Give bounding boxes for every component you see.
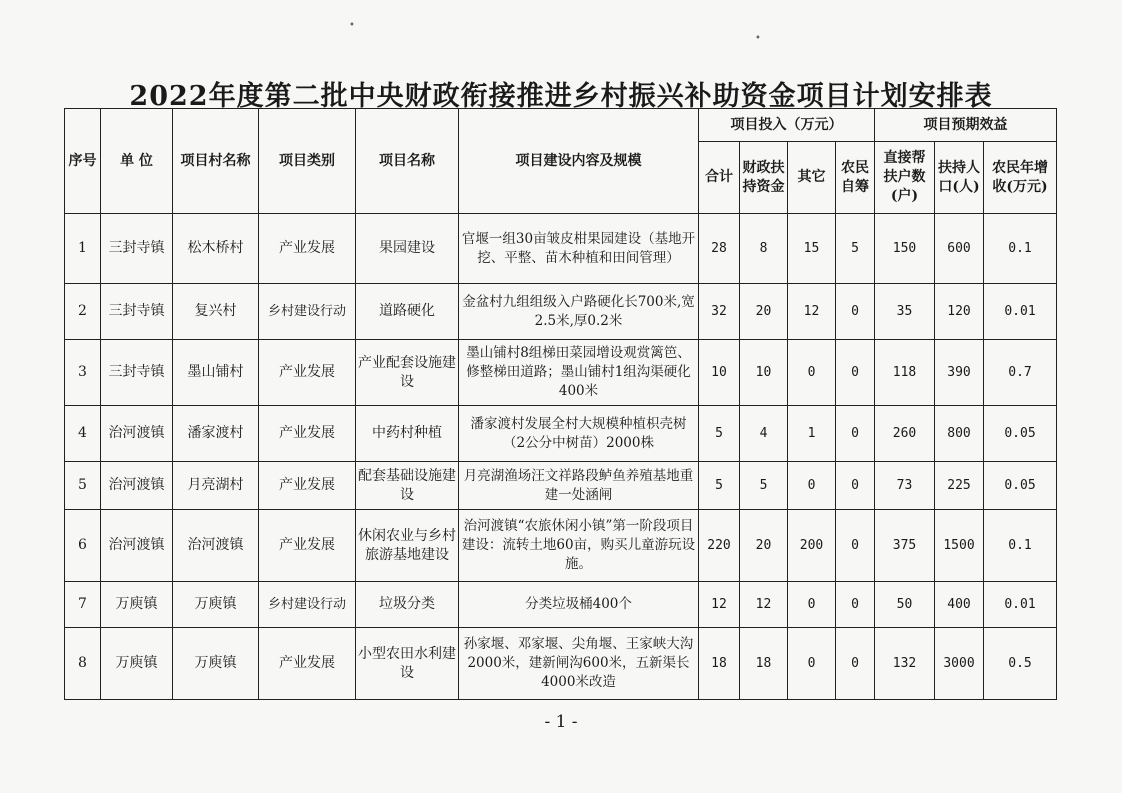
cell-content: 金盆村九组组级入户路硬化长700米,宽2.5米,厚0.2米 [459,284,699,340]
table-row [65,340,1057,406]
cell-fiscal: 12 [740,582,788,628]
cell-farmer: 0 [836,510,875,582]
cell-total: 10 [699,340,740,406]
cell-income: 0.01 [984,284,1057,340]
cell-other: 12 [788,284,836,340]
header-row-1 [65,109,1057,142]
cell-content: 墨山铺村8组梯田菜园增设观赏篱笆、修整梯田道路；墨山铺村1组沟渠硬化400米 [459,340,699,406]
table-row [65,510,1057,582]
cell-fiscal: 18 [740,628,788,700]
cell-category: 产业发展 [259,406,356,462]
cell-project: 中药村种植 [356,406,459,462]
cell-other: 0 [788,462,836,510]
cell-village: 万庾镇 [173,628,259,700]
header-village: 项目村名称 [173,109,259,214]
cell-population: 400 [935,582,984,628]
cell-population: 225 [935,462,984,510]
cell-population: 390 [935,340,984,406]
header-population: 扶持人口(人) [935,142,984,214]
cell-unit: 治河渡镇 [101,462,173,510]
cell-category: 产业发展 [259,462,356,510]
cell-farmer: 0 [836,582,875,628]
header-fiscal: 财政扶持资金 [740,142,788,214]
cell-unit: 治河渡镇 [101,406,173,462]
cell-households: 73 [875,462,935,510]
cell-unit: 万庾镇 [101,628,173,700]
page-number: - 1 - [544,712,578,732]
header-other: 其它 [788,142,836,214]
cell-farmer: 0 [836,628,875,700]
cell-seq: 5 [65,462,101,510]
table-row [65,284,1057,340]
cell-total: 28 [699,214,740,284]
cell-category: 乡村建设行动 [259,284,356,340]
cell-income: 0.1 [984,214,1057,284]
cell-households: 50 [875,582,935,628]
cell-other: 0 [788,628,836,700]
cell-farmer: 0 [836,340,875,406]
cell-farmer: 0 [836,284,875,340]
cell-total: 220 [699,510,740,582]
cell-content: 潘家渡村发展全村大规模种植枳壳树（2公分中树苗）2000株 [459,406,699,462]
table-row [65,628,1057,700]
cell-households: 118 [875,340,935,406]
cell-other: 0 [788,582,836,628]
table-row [65,406,1057,462]
cell-fiscal: 10 [740,340,788,406]
cell-unit: 三封寺镇 [101,284,173,340]
cell-population: 1500 [935,510,984,582]
cell-seq: 6 [65,510,101,582]
cell-other: 1 [788,406,836,462]
scan-speck: • [349,20,355,31]
cell-seq: 4 [65,406,101,462]
cell-seq: 7 [65,582,101,628]
cell-village: 松木桥村 [173,214,259,284]
header-unit: 单 位 [101,109,173,214]
cell-unit: 治河渡镇 [101,510,173,582]
header-income: 农民年增收(万元) [984,142,1057,214]
cell-total: 5 [699,406,740,462]
cell-households: 260 [875,406,935,462]
cell-category: 乡村建设行动 [259,582,356,628]
cell-other: 200 [788,510,836,582]
cell-seq: 2 [65,284,101,340]
cell-content: 分类垃圾桶400个 [459,582,699,628]
page-title: 2022年度第二批中央财政衔接推进乡村振兴补助资金项目计划安排表 [129,81,993,112]
cell-village: 万庾镇 [173,582,259,628]
cell-content: 月亮湖渔场汪文祥路段鲈鱼养殖基地重建一处涵闸 [459,462,699,510]
cell-village: 月亮湖村 [173,462,259,510]
cell-farmer: 5 [836,214,875,284]
cell-fiscal: 5 [740,462,788,510]
cell-population: 600 [935,214,984,284]
cell-households: 35 [875,284,935,340]
cell-project: 道路硬化 [356,284,459,340]
cell-village: 潘家渡村 [173,406,259,462]
header-farmer: 农民自筹 [836,142,875,214]
cell-category: 产业发展 [259,510,356,582]
cell-content: 治河渡镇“农旅休闲小镇”第一阶段项目建设：流转土地60亩，购买儿童游玩设施。 [459,510,699,582]
cell-unit: 三封寺镇 [101,214,173,284]
header-total: 合计 [699,142,740,214]
header-category: 项目类别 [259,109,356,214]
cell-income: 0.05 [984,462,1057,510]
header-content: 项目建设内容及规模 [459,109,699,214]
header-investment-group: 项目投入（万元） [699,109,875,142]
cell-total: 32 [699,284,740,340]
header-project: 项目名称 [356,109,459,214]
cell-fiscal: 4 [740,406,788,462]
scan-speck: • [755,33,761,44]
cell-village: 治河渡镇 [173,510,259,582]
cell-content: 官堰一组30亩皱皮柑果园建设（基地开挖、平整、苗木种植和田间管理） [459,214,699,284]
cell-seq: 3 [65,340,101,406]
project-plan-table [64,108,1057,700]
cell-seq: 8 [65,628,101,700]
cell-total: 18 [699,628,740,700]
cell-village: 墨山铺村 [173,340,259,406]
cell-project: 配套基础设施建设 [356,462,459,510]
header-households: 直接帮扶户数(户) [875,142,935,214]
cell-income: 0.01 [984,582,1057,628]
cell-category: 产业发展 [259,628,356,700]
cell-unit: 万庾镇 [101,582,173,628]
table-row [65,462,1057,510]
cell-village: 复兴村 [173,284,259,340]
cell-total: 5 [699,462,740,510]
cell-income: 0.7 [984,340,1057,406]
cell-project: 小型农田水利建设 [356,628,459,700]
cell-population: 3000 [935,628,984,700]
table-row [65,214,1057,284]
cell-other: 15 [788,214,836,284]
cell-fiscal: 8 [740,214,788,284]
cell-farmer: 0 [836,462,875,510]
cell-fiscal: 20 [740,510,788,582]
cell-category: 产业发展 [259,214,356,284]
cell-households: 132 [875,628,935,700]
cell-income: 0.1 [984,510,1057,582]
cell-total: 12 [699,582,740,628]
cell-fiscal: 20 [740,284,788,340]
cell-content: 孙家堰、邓家堰、尖角堰、王家峡大沟2000米，建新闸沟600米，五新渠长4000米改造 [459,628,699,700]
cell-other: 0 [788,340,836,406]
header-benefit-group: 项目预期效益 [875,109,1057,142]
cell-population: 800 [935,406,984,462]
cell-households: 375 [875,510,935,582]
cell-households: 150 [875,214,935,284]
cell-project: 产业配套设施建设 [356,340,459,406]
cell-farmer: 0 [836,406,875,462]
cell-income: 0.05 [984,406,1057,462]
cell-project: 休闲农业与乡村旅游基地建设 [356,510,459,582]
cell-population: 120 [935,284,984,340]
table-row [65,582,1057,628]
cell-unit: 三封寺镇 [101,340,173,406]
header-seq: 序号 [65,109,101,214]
cell-category: 产业发展 [259,340,356,406]
cell-seq: 1 [65,214,101,284]
cell-income: 0.5 [984,628,1057,700]
cell-project: 垃圾分类 [356,582,459,628]
cell-project: 果园建设 [356,214,459,284]
